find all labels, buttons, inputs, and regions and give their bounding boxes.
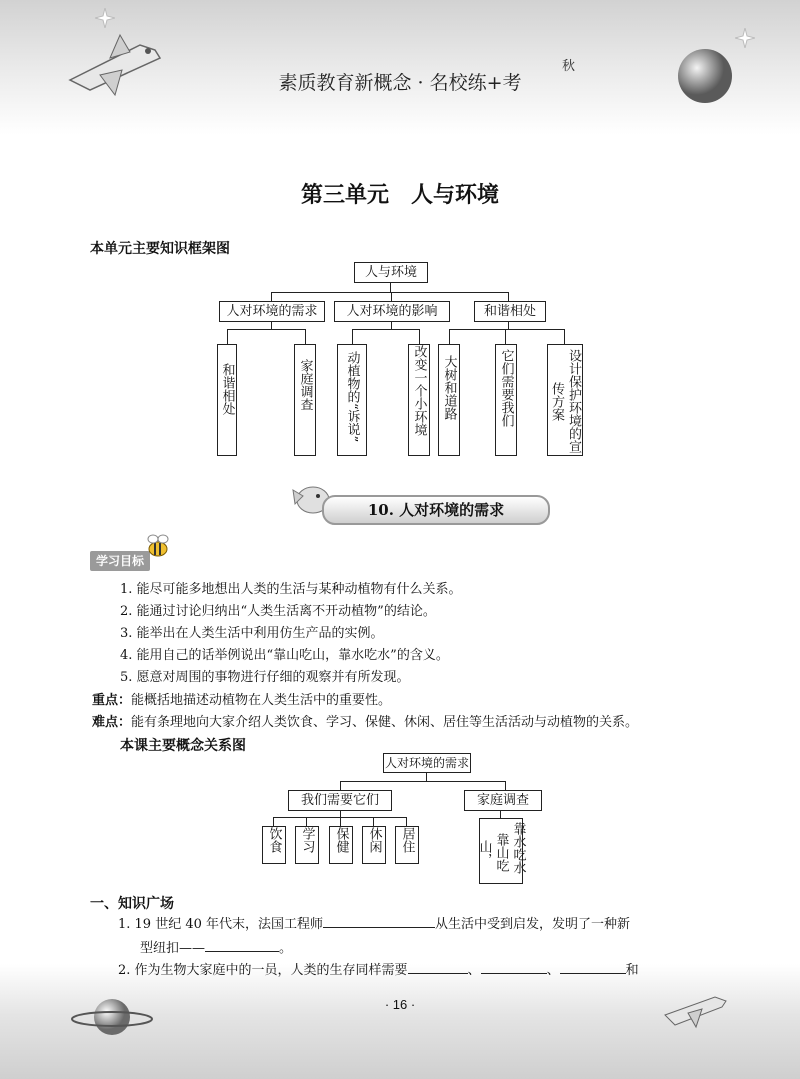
framework-branch: 人对环境的影响 <box>334 301 450 322</box>
framework-leaf: 改变一个小环境 <box>408 344 430 456</box>
concept-leaf: 居住 <box>395 826 419 864</box>
framework-leaf: 动植物的“诉说” <box>337 344 367 456</box>
concept-map-heading: 本课主要概念关系图 <box>120 737 246 753</box>
answer-blank[interactable] <box>481 973 547 974</box>
concept-branch: 家庭调查 <box>464 790 542 811</box>
page-number: · 16 · <box>384 997 416 1012</box>
lesson-banner: 10. 人对环境的需求 <box>322 495 550 525</box>
concept-leaf: 学习 <box>295 826 319 864</box>
question-2: 2. 作为生物大家庭中的一员，人类的生存同样需要 、 、 和 <box>118 963 639 978</box>
framework-branch: 和谐相处 <box>474 301 546 322</box>
objectives-badge: 学习目标 <box>90 551 150 571</box>
framework-heading: 本单元主要知识框架图 <box>90 240 230 256</box>
framework-leaf: 设计保护环境的宣传方案 <box>547 344 583 456</box>
difficulty-point: 难点：能有条理地向大家介绍人类饮食、学习、保健、休闲、居住等生活活动与动植物的关系。 <box>92 714 639 730</box>
sparkle-icon <box>735 28 755 48</box>
series-title: 素质教育新概念 · 名校练+考 <box>278 72 522 94</box>
section-heading: 一、知识广场 <box>90 895 174 911</box>
framework-leaf: 家庭调查 <box>294 344 316 456</box>
question-1: 1. 19 世纪 40 年代末，法国工程师 从生活中受到启发，发明了一种新 <box>118 917 631 932</box>
answer-blank[interactable] <box>323 927 435 928</box>
framework-root: 人与环境 <box>354 262 428 283</box>
answer-blank[interactable] <box>408 973 468 974</box>
answer-blank[interactable] <box>205 951 279 952</box>
concept-leaf: 休闲 <box>362 826 386 864</box>
concept-leaf: 饮食 <box>262 826 286 864</box>
survey-box: 靠山吃山， 靠水吃水 <box>479 818 523 884</box>
framework-leaf: 和谐相处 <box>217 344 237 456</box>
unit-title: 第三单元 人与环境 <box>300 182 499 208</box>
season-label: 秋 <box>562 59 576 74</box>
bee-icon <box>143 533 173 561</box>
key-point: 重点：能概括地描述动植物在人类生活中的重要性。 <box>92 692 392 708</box>
objective-item: 5. 愿意对周围的事物进行仔细的观察并有所发现。 <box>120 670 410 685</box>
concept-root: 人对环境的需求 <box>383 753 471 773</box>
answer-blank[interactable] <box>560 973 626 974</box>
objective-item: 3. 能举出在人类生活中利用仿生产品的实例。 <box>120 626 384 641</box>
concept-branch: 我们需要它们 <box>288 790 392 811</box>
sparkle-icon <box>95 8 115 28</box>
framework-leaf: 大树和道路 <box>438 344 460 456</box>
objective-item: 4. 能用自己的话举例说出“靠山吃山，靠水吃水”的含义。 <box>120 648 449 663</box>
objective-item: 2. 能通过讨论归纳出“人类生活离不开动植物”的结论。 <box>120 604 436 619</box>
objective-item: 1. 能尽可能多地想出人类的生活与某种动植物有什么关系。 <box>120 582 462 597</box>
concept-leaf: 保健 <box>329 826 353 864</box>
framework-branch: 人对环境的需求 <box>219 301 325 322</box>
question-1-cont: 型纽扣—— 。 <box>140 941 293 956</box>
framework-leaf: 它们需要我们 <box>495 344 517 456</box>
